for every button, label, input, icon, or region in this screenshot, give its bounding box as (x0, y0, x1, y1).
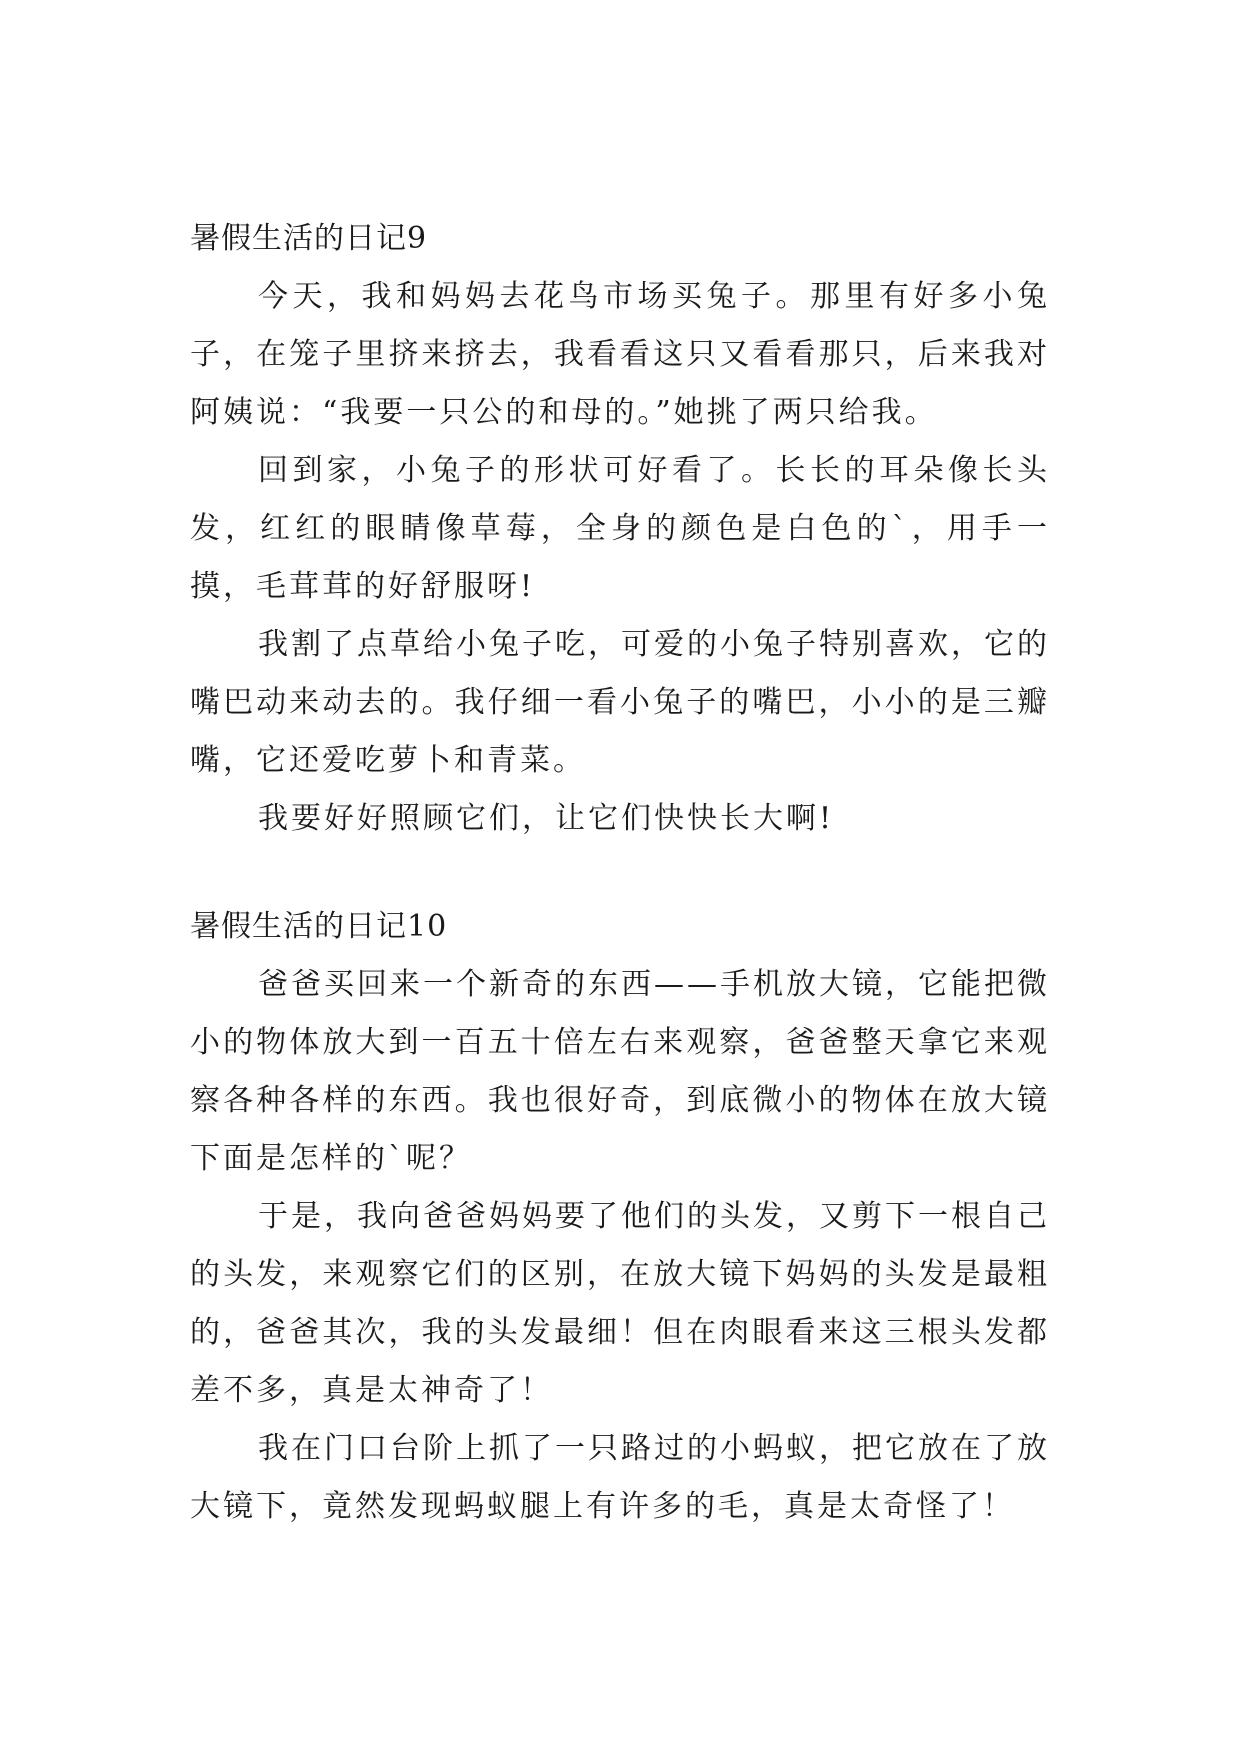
entry-spacer (190, 848, 1050, 898)
entry-paragraph: 我要好好照顾它们，让它们快快长大啊! (258, 801, 835, 836)
document-page (190, 210, 1050, 1536)
entry-paragraph: 于是，我向爸爸妈妈要了他们的头发，又剪下一根自己的头发，来观察它们的区别，在放大镜下妈妈的头发是最粗的，爸爸其次，我的头发最细！但在肉眼看来这三根头发都差不多，真是太神奇了！ (190, 1199, 1050, 1408)
entry-title: 暑假生活的日记10 (190, 909, 448, 944)
entry-title: 暑假生活的日记9 (190, 221, 428, 256)
entry-paragraph: 回到家，小兔子的形状可好看了。长长的耳朵像长头发，红红的眼睛像草莓，全身的颜色是白色的`，用手一摸，毛茸茸的好舒服呀! (190, 453, 1050, 604)
entry-paragraph: 今天，我和妈妈去花鸟市场买兔子。那里有好多小兔子，在笼子里挤来挤去，我看看这只又看看那只，后来我对阿姨说：“我要一只公的和母的。”她挑了两只给我。 (190, 279, 1050, 430)
entry-paragraph: 我割了点草给小兔子吃，可爱的小兔子特别喜欢，它的嘴巴动来动去的。我仔细一看小兔子的嘴巴，小小的是三瓣嘴，它还爱吃萝卜和青菜。 (190, 627, 1050, 778)
diary-entry-10 (190, 898, 1050, 1536)
entry-paragraph: 爸爸买回来一个新奇的东西——手机放大镜，它能把微小的物体放大到一百五十倍左右来观察，爸爸整天拿它来观察各种各样的东西。我也很好奇，到底微小的物体在放大镜下面是怎样的`呢？ (190, 967, 1050, 1176)
diary-entry-9 (190, 210, 1050, 848)
entry-paragraph: 我在门口台阶上抓了一只路过的小蚂蚁，把它放在了放大镜下，竟然发现蚂蚁腿上有许多的毛，真是太奇怪了！ (190, 1431, 1050, 1524)
